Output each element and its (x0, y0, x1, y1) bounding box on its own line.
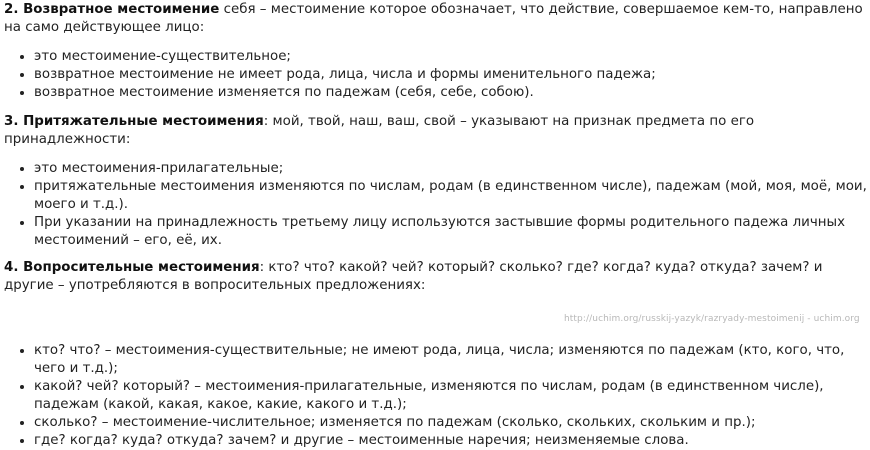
list-item: • возвратное местоимение не имеет рода, лица, числа и формы именительного падежа; (34, 66, 870, 84)
list-item: • это местоимение-существительное; (34, 48, 870, 66)
list-item: • притяжательные местоимения изменяются по числам, родам (в единственном числе), падежам (мой, моя, моё, мои, моего и т.д.). (34, 178, 870, 214)
list-item: • кто? что? – местоимения-существительные; не имеют рода, лица, числа; изменяются по падежам (кто, кого, что, чего и т.д.); (34, 342, 870, 378)
section-interrogative-intro (4, 259, 870, 295)
reflexive-list (4, 48, 870, 102)
list-item: • где? когда? куда? откуда? зачем? и другие – местоименные наречия; неизменяемые слова. (34, 432, 870, 450)
section-heading: 3. Притяжательные местоимения (4, 114, 264, 129)
section-text: : кто? что? какой? чей? который? сколько? где? когда? куда? откуда? зачем? и другие – употребляются в вопросительных предложениях: (4, 260, 823, 293)
section-heading: 4. Вопросительные местоимения (4, 260, 260, 275)
list-item: • При указании на принадлежность третьему лицу используются застывшие формы родительного падежа личных местоимений – его, её, их. (34, 214, 870, 250)
section-text: себя – местоимение которое обозначает, что действие, совершаемое кем-то, направлено на само действующее лицо: (4, 2, 863, 35)
section-heading: 2. Возвратное местоимение (4, 2, 220, 17)
list-item: • это местоимения-прилагательные; (34, 160, 870, 178)
possessive-list (4, 160, 870, 250)
section-text: : мой, твой, наш, ваш, свой – указывают на признак предмета по его принадлежности: (4, 114, 755, 147)
watermark: http://uchim.org/russkij-yazyk/razryady-mestoimenij - uchim.org (564, 314, 860, 324)
section-possessive-intro (4, 113, 870, 149)
list-item: • какой? чей? который? – местоимения-прилагательные, изменяются по числам, родам (в единственном числе), падежам (какой, какая, какое, какие, какого и т.д.); (34, 378, 870, 414)
interrogative-list (4, 342, 870, 450)
list-item: • возвратное местоимение изменяется по падежам (себя, себе, собою). (34, 84, 870, 102)
list-item: • сколько? – местоимение-числительное; изменяется по падежам (сколько, скольких, скольким и пр.); (34, 414, 870, 432)
section-reflexive-intro (4, 1, 870, 37)
